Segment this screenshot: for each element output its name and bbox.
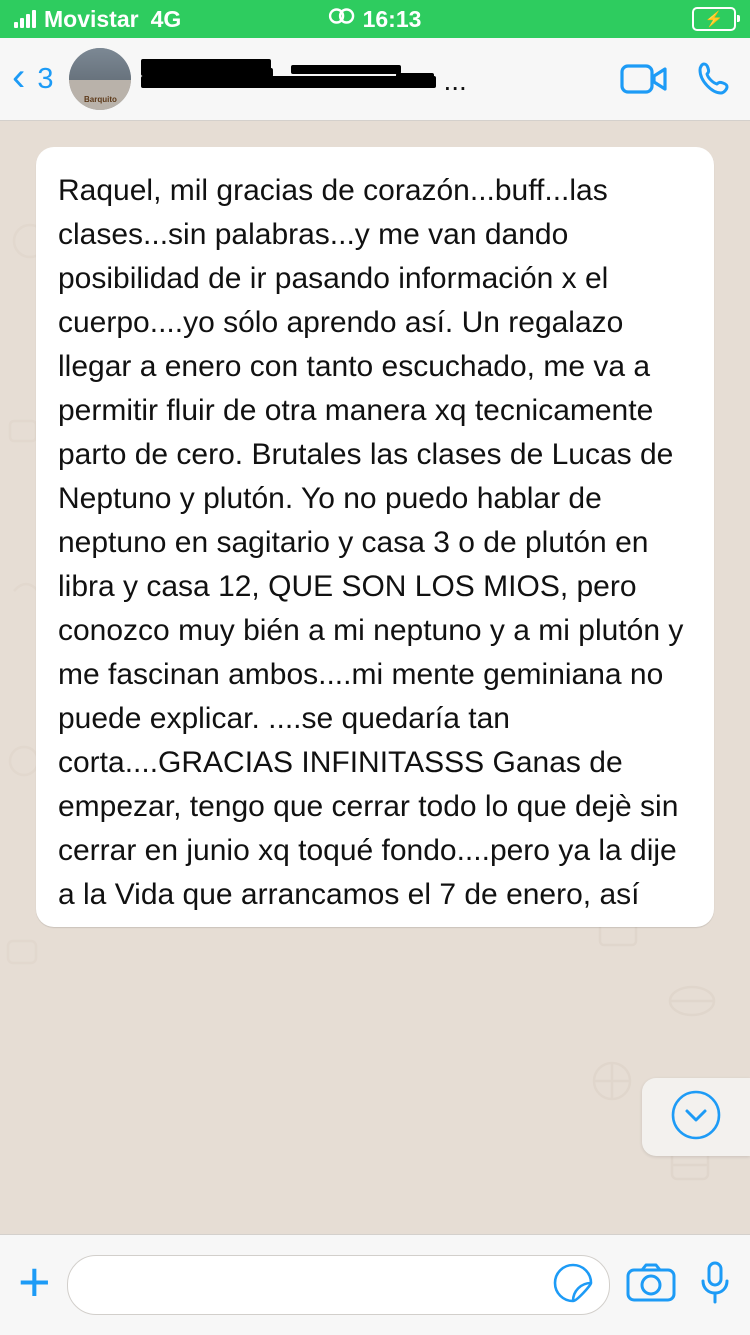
avatar-image-top — [69, 48, 131, 80]
avatar[interactable] — [69, 48, 131, 110]
status-bar-center — [329, 6, 422, 33]
composer-icons — [626, 1260, 732, 1311]
video-camera-icon[interactable] — [620, 62, 668, 96]
message-list — [36, 147, 714, 927]
phone-icon[interactable] — [694, 59, 734, 99]
scroll-to-bottom-button[interactable] — [642, 1078, 750, 1156]
back-button[interactable]: ‹ — [12, 55, 26, 99]
chevron-down-circle-icon — [670, 1089, 722, 1146]
clock-label: 16:13 — [362, 5, 422, 32]
message-input[interactable] — [88, 1269, 551, 1302]
chat-header — [0, 38, 750, 121]
status-bar-left — [14, 6, 181, 33]
header-actions — [614, 59, 734, 99]
status-bar-right — [692, 7, 736, 31]
link-icon — [329, 7, 355, 31]
message-input-container[interactable] — [67, 1255, 610, 1315]
carrier-label: Movistar — [44, 5, 139, 32]
plus-icon[interactable]: + — [18, 1250, 51, 1313]
message-composer — [0, 1234, 750, 1335]
message-bubble-incoming[interactable] — [36, 147, 714, 927]
contact-name[interactable] — [141, 57, 604, 101]
battery-charging-icon: ⚡ — [692, 7, 736, 31]
camera-icon[interactable] — [626, 1262, 676, 1309]
message-text: Raquel, mil gracias de corazón...buff...las clases...sin palabras...y me van dando posibilidad de ir pasando información x el cuerpo....yo sólo aprendo así. Un regalazo llegar a enero con tanto escuchado, me va a permitir fluir de otra manera xq tecnicamente parto de cero. Brutales las clases de Lucas de Neptuno y plutón. Yo no puedo hablar de neptuno en sagitario y casa 3 o de plutón en libra y casa 12, QUE SON LOS MIOS, pero conozco muy bién a mi neptuno y a mi plutón y me fascinan ambos....mi mente geminiana no puede explicar. ....se quedaría tan corta....GRACIAS INFINITASSS Ganas de empezar, tengo que cerrar todo lo que dejè sin cerrar en junio xq toqué fondo....pero ya la dije a la Vida que arrancamos el 7 de enero, así — [58, 174, 684, 911]
sticker-icon[interactable] — [551, 1261, 595, 1310]
unread-count-label[interactable]: 3 — [37, 62, 54, 95]
chat-body[interactable] — [0, 121, 750, 1234]
avatar-label: Barquito — [84, 95, 117, 104]
name-ellipsis: ... — [443, 65, 467, 96]
microphone-icon[interactable] — [698, 1260, 732, 1311]
redacted-contact-name — [141, 57, 441, 101]
signal-bars-icon — [14, 10, 36, 28]
status-bar — [0, 0, 750, 38]
network-type-label: 4G — [150, 5, 182, 32]
